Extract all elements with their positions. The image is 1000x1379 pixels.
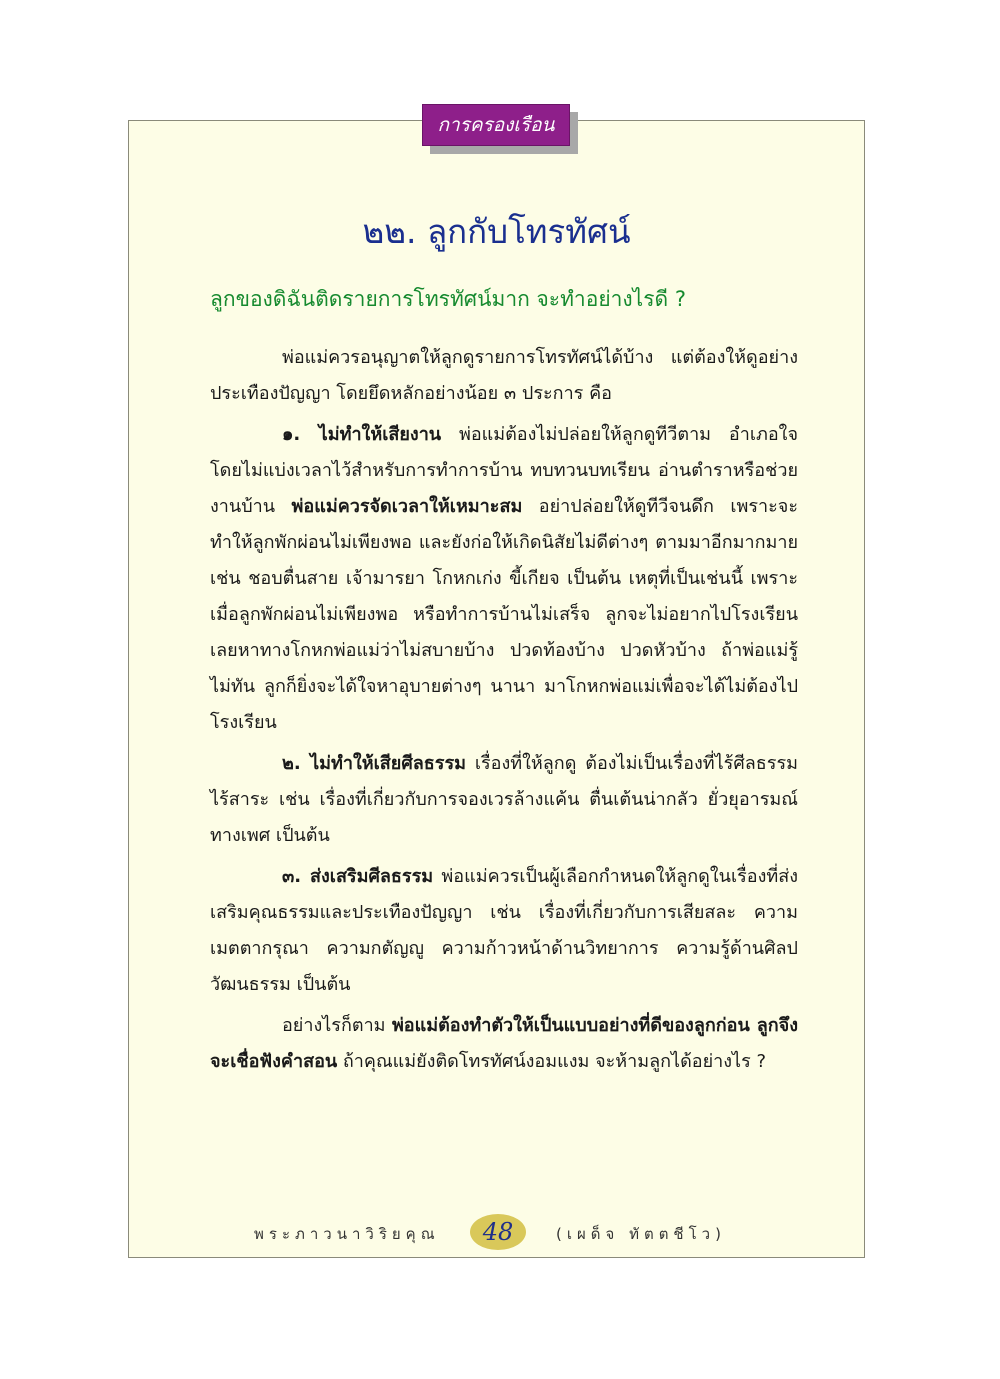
closing-text-b: ถ้าคุณแม่ยังติดโทรทัศน์งอมแงม จะห้ามลูกได้อย่างไร ?: [337, 1051, 767, 1072]
paragraph-2-text: เรื่องที่ให้ลูกดู ต้องไม่เป็นเรื่องที่ไร้ศีลธรรม ไร้สาระ เช่น เรื่องที่เกี่ยวกับการจองเวรล้างแค้น ตื่นเต้นน่ากลัว ยั่วยุอารมณ์ทางเพศ เป็นต้น: [210, 753, 798, 846]
paragraph-closing: [210, 1008, 798, 1080]
paragraph-intro: พ่อแม่ควรอนุญาตให้ลูกดูรายการโทรทัศน์ได้บ้าง แต่ต้องให้ดูอย่างประเทืองปัญญา โดยยึดหลักอย่างน้อย ๓ ประการ คือ: [210, 347, 798, 404]
chapter-title: ๒๒. ลูกกับโทรทัศน์: [362, 212, 631, 251]
paragraph-2-heading: ๒. ไม่ทำให้เสียศีลธรรม: [282, 753, 466, 774]
paragraph-1-heading: ๑. ไม่ทำให้เสียงาน: [282, 424, 442, 445]
page-number-badge: 48: [470, 1214, 526, 1250]
paragraph-3-heading: ๓. ส่งเสริมศีลธรรม: [282, 866, 434, 887]
footer: [128, 1214, 865, 1254]
paragraph-1: [210, 417, 798, 741]
closing-emphasis: พ่อแม่ต้องทำตัวให้เป็นแบบอย่างที่ดีของลูกก่อน ลูกจึงจะเชื่อฟังคำสอน: [210, 1015, 798, 1072]
body-text: [210, 340, 798, 1085]
closing-text-a: อย่างไรก็ตาม: [282, 1015, 392, 1036]
paragraph-2: [210, 746, 798, 854]
footer-book-title: พระภาวนาวิริยคุณ: [254, 1225, 440, 1243]
footer-author: (เผด็จ ทัตตชีโว): [556, 1225, 726, 1243]
question-heading: ลูกของดิฉันติดรายการโทรทัศน์มาก จะทำอย่างไรดี ?: [210, 287, 686, 311]
paragraph-3-text: พ่อแม่ควรเป็นผู้เลือกกำหนดให้ลูกดูในเรื่องที่ส่งเสริมคุณธรรมและประเทืองปัญญา เช่น เรื่องที่เกี่ยวกับการเสียสละ ความเมตตากรุณา ความกตัญญู ความก้าวหน้าด้านวิทยาการ ความรู้ด้านศิลปวัฒนธรรม เป็นต้น: [210, 866, 799, 995]
paragraph-1-text-b: อย่าปล่อยให้ดูทีวีจนดึก เพราะจะทำให้ลูกพักผ่อนไม่เพียงพอ และยังก่อให้เกิดนิสัยไม่ดีต่างๆ ตามมาอีกมากมาย เช่น ชอบตื่นสาย เจ้ามารยา โกหกเก่ง ขี้เกียจ เป็นต้น เหตุที่เป็นเช่นนี้ เพราะเมื่อลูกพักผ่อนไม่เพียงพอ หรือทำการบ้านไม่เสร็จ ลูกจะไม่อยากไปโรงเรียน เลยหาทางโกหกพ่อแม่ว่าไม่สบายบ้าง ปวดท้องบ้าง ปวดหัวบ้าง ถ้าพ่อแม่รู้ไม่ทัน ลูกก็ยิ่งจะได้ใจหาอุบายต่างๆ นานา มาโกหกพ่อแม่เพื่อจะได้ไม่ต้องไปโรงเรียน: [210, 496, 799, 733]
section-tab: การครองเรือน: [422, 104, 570, 146]
paragraph-1-emphasis: พ่อแม่ควรจัดเวลาให้เหมาะสม: [291, 496, 523, 517]
paragraph-3: [210, 859, 798, 1003]
paragraph-1-text-a: พ่อแม่ต้องไม่ปล่อยให้ลูกดูทีวีตาม อำเภอใจ โดยไม่แบ่งเวลาไว้สำหรับการทำการบ้าน ทบทวนบทเรียน อ่านตำราหรือช่วยงานบ้าน: [210, 424, 798, 517]
